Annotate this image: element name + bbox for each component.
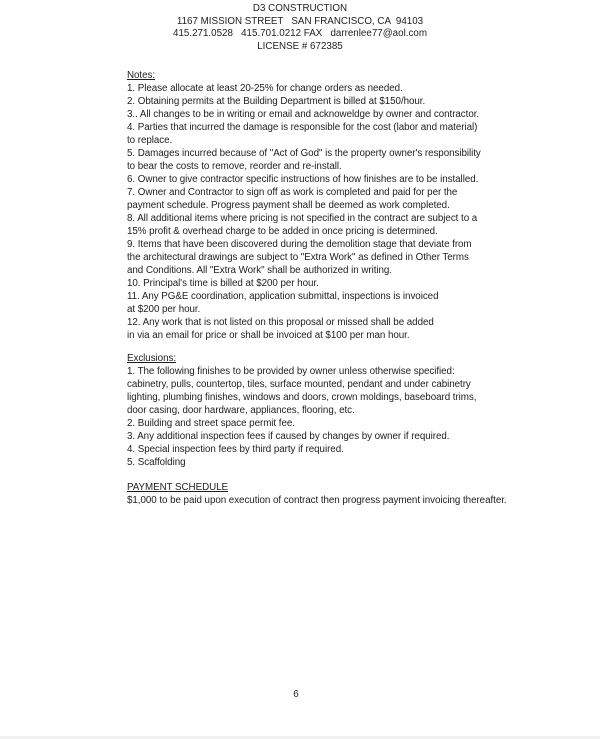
exclusion-line: door casing, door hardware, appliances, flooring, etc. xyxy=(127,405,355,416)
exclusion-line: 3. Any additional inspection fees if caused by changes by owner if required. xyxy=(127,431,450,442)
note-line: 9. Items that have been discovered during the demolition stage that deviate from xyxy=(127,239,472,250)
note-line: 4. Parties that incurred the damage is responsible for the cost (labor and material) xyxy=(127,122,478,133)
note-line: and Conditions. All "Extra Work" shall be authorized in writing. xyxy=(127,265,392,276)
note-line: 1. Please allocate at least 20-25% for change orders as needed. xyxy=(127,83,403,94)
note-line: 8. All additional items where pricing is not specified in the contract are subject to a xyxy=(127,213,478,224)
exclusion-line: 4. Special inspection fees by third party if required. xyxy=(127,444,344,455)
note-line: 11. Any PG&E coordination, application submittal, inspections is invoiced xyxy=(127,291,439,302)
company-address: 1167 MISSION STREET SAN FRANCISCO, CA 94103 xyxy=(176,15,424,27)
note-line: 3.. All changes to be in writing or email and acknoweldge by owner and contractor. xyxy=(127,109,480,120)
note-line: the architectural drawings are subject to "Extra Work" as defined in Other Terms xyxy=(127,252,469,263)
page-number: 6 xyxy=(293,689,299,700)
notes-lines xyxy=(127,82,577,342)
note-line: 10. Principal's time is billed at $200 per hour. xyxy=(127,278,319,289)
note-line: 7. Owner and Contractor to sign off as work is completed and paid for per the xyxy=(127,187,458,198)
document-body xyxy=(127,69,577,507)
payment-schedule-lines xyxy=(127,494,577,507)
exclusions-section xyxy=(127,352,577,469)
exclusion-line: cabinetry, pulls, countertop, tiles, surface mounted, pendant and under cabinetry xyxy=(127,379,471,390)
company-license: LICENSE # 672385 xyxy=(257,40,343,52)
payment-schedule-section xyxy=(127,481,577,507)
note-line: in via an email for price or shall be invoiced at $100 per man hour. xyxy=(127,330,410,341)
note-line: at $200 per hour. xyxy=(127,304,201,315)
note-line: 15% profit & overhead charge to be added in once pricing is determined. xyxy=(127,226,438,237)
notes-section xyxy=(127,69,577,342)
letterhead xyxy=(0,3,600,53)
company-contact: 415.271.0528 415.701.0212 FAX darrenlee77@aol.com xyxy=(173,28,427,40)
exclusion-line: lighting, plumbing finishes, windows and doors, crown moldings, baseboard trims, xyxy=(127,392,477,403)
note-line: 5. Damages incurred because of "Act of God" is the property owner's responsibility xyxy=(127,148,481,159)
exclusions-lines xyxy=(127,365,577,469)
exclusion-line: 5. Scaffolding xyxy=(127,457,186,468)
company-name: D3 CONSTRUCTION xyxy=(252,3,348,14)
payment-schedule-line: $1,000 to be paid upon execution of contract then progress payment invoicing thereafter. xyxy=(127,495,507,506)
notes-heading: Notes: xyxy=(127,70,156,81)
exclusion-line: 2. Building and street space permit fee. xyxy=(127,418,295,429)
payment-schedule-heading: PAYMENT SCHEDULE xyxy=(127,482,229,493)
note-line: 6. Owner to give contractor specific instructions of how finishes are to be installed. xyxy=(127,174,479,185)
exclusion-line: 1. The following finishes to be provided by owner unless otherwise specified: xyxy=(127,366,455,377)
note-line: to bear the costs to remove, reorder and re-install. xyxy=(127,161,342,172)
note-line: payment schedule. Progress payment shall be deemed as work completed. xyxy=(127,200,450,211)
note-line: 12. Any work that is not listed on this proposal or missed shall be added xyxy=(127,317,434,328)
note-line: 2. Obtaining permits at the Building Department is billed at $150/hour. xyxy=(127,96,426,107)
exclusions-heading: Exclusions: xyxy=(127,353,176,364)
note-line: to replace. xyxy=(127,135,173,146)
